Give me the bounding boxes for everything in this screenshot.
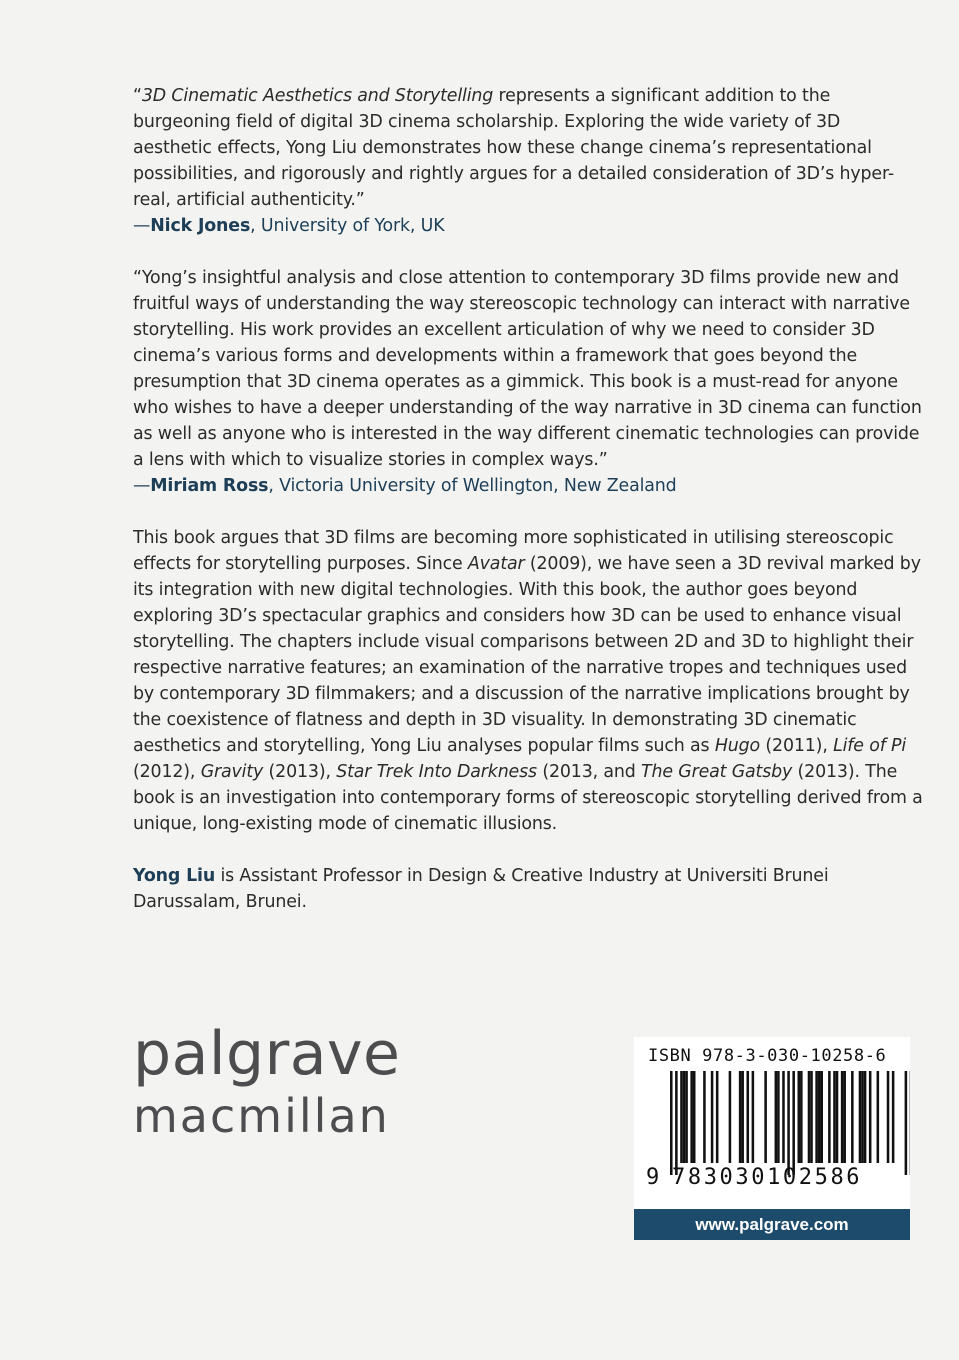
book-title: 3D Cinematic Aesthetics and Storytelling (141, 86, 494, 106)
barcode-bar (818, 1071, 821, 1163)
endorser-name: Nick Jones (150, 216, 251, 236)
barcode-bar (798, 1071, 801, 1163)
barcode-bar (683, 1071, 686, 1163)
barcode-bar (747, 1071, 750, 1163)
barcode-bar (675, 1071, 678, 1175)
barcode-bar (887, 1071, 890, 1163)
ean-first-digit: 9 (646, 1165, 660, 1190)
publisher-website[interactable]: www.palgrave.com (634, 1209, 910, 1240)
summary-text: This book argues that 3D films are becoming more sophisticated in utilising stereoscopic effects for storytelling purposes. Since (133, 528, 894, 574)
author-name: Yong Liu (133, 866, 216, 886)
barcode-bar (800, 1071, 803, 1163)
summary-text: (2013, and (536, 762, 642, 782)
barcode-bar (703, 1071, 706, 1163)
barcode-bar (815, 1071, 818, 1163)
endorsement-attribution-2 (133, 473, 923, 499)
book-summary (133, 525, 923, 837)
barcode-bar (833, 1071, 836, 1163)
palgrave-macmillan-logo (133, 1019, 401, 1144)
endorsement-quote-1 (133, 83, 923, 213)
barcode-bar (843, 1071, 846, 1163)
ean-digits: 783030102586 (672, 1165, 863, 1190)
logo-palgrave: palgrave (133, 1019, 401, 1089)
barcode-bar (869, 1071, 872, 1163)
barcode-bar (739, 1071, 742, 1163)
barcode-bar (905, 1071, 908, 1175)
barcode-bar (810, 1071, 813, 1163)
film-title: Star Trek Into Darkness (336, 762, 537, 782)
em-dash: — (133, 216, 151, 236)
barcode-bar (670, 1071, 673, 1175)
barcode-bar (711, 1071, 714, 1163)
film-title: Life of Pi (833, 736, 907, 756)
barcode-bar (892, 1071, 895, 1163)
barcode-bar (680, 1071, 683, 1163)
barcode-bar (775, 1071, 778, 1163)
endorser-affiliation: , Victoria University of Wellington, New Zealand (268, 476, 677, 496)
barcode-bar (685, 1071, 688, 1163)
endorsement-quote-2 (133, 265, 923, 473)
barcode-bar (764, 1071, 767, 1163)
film-title: Avatar (467, 554, 525, 574)
isbn-label: ISBN 978-3-030-10258-6 (648, 1046, 887, 1066)
barcode-bar (792, 1071, 795, 1175)
barcode-bar (859, 1071, 862, 1163)
barcode-bar (693, 1071, 696, 1163)
barcode-bar (877, 1071, 880, 1163)
isbn-barcode (634, 1037, 910, 1209)
barcode-bar (861, 1071, 864, 1163)
barcode-bar (836, 1071, 839, 1163)
film-title: Hugo (714, 736, 761, 756)
barcode-bar (808, 1071, 811, 1163)
barcode-bar (841, 1071, 844, 1163)
barcode-bar (752, 1071, 755, 1163)
barcode-bar (716, 1071, 719, 1163)
barcode-bar (729, 1071, 732, 1163)
film-title: Gravity (200, 762, 264, 782)
quote-text: represents a significant addition to the burgeoning field of digital 3D cinema scholarship. Exploring the wide variety of 3D aesthetic effects, Yong Liu demonstrates how these change cinema’s representational possibilities, and rigorously and rightly argues for a detailed consideration of 3D’s hyper-real, artificial authenticity.” (133, 86, 894, 210)
barcode-bar (690, 1071, 693, 1163)
open-quote: “ (133, 86, 142, 106)
barcode-bar (828, 1071, 831, 1163)
author-bio-text: is Assistant Professor in Design & Creative Industry at Universiti Brunei Darussalam, Brunei. (133, 866, 829, 912)
barcode-bar (864, 1071, 867, 1163)
barcode-bar (820, 1071, 823, 1163)
endorsement-attribution-1 (133, 213, 923, 239)
endorser-affiliation: , University of York, UK (250, 216, 445, 236)
quote-text: “Yong’s insightful analysis and close attention to contemporary 3D films provide new and fruitful ways of understanding the way stereoscopic technology can interact with narrative storytelling. His work provides an excellent articulation of why we need to consider 3D cinema’s various forms and developments within a framework that goes beyond the presumption that 3D cinema operates as a gimmick. This book is a must-read for anyone who wishes to have a deeper understanding of the way narrative in 3D cinema can function as well as anyone who is interested in the way different cinematic technologies can provide a lens with which to visualize stories in complex ways.” (133, 268, 922, 470)
film-title: The Great Gatsby (641, 762, 793, 782)
barcode-bar (741, 1071, 744, 1163)
endorser-name: Miriam Ross (150, 476, 269, 496)
author-bio (133, 863, 923, 915)
summary-text: (2013). The book is an investigation into contemporary forms of stereoscopic storytelling derived from a unique, long-existing mode of cinematic illusions. (133, 762, 923, 834)
barcode-bar (787, 1071, 790, 1175)
em-dash: — (133, 476, 151, 496)
summary-text: (2011), (760, 736, 834, 756)
barcode-bar (782, 1071, 785, 1163)
summary-text: (2013), (263, 762, 337, 782)
barcode-bar (777, 1071, 780, 1163)
summary-text: (2009), we have seen a 3D revival marked by its integration with new digital technologies. With this book, the author goes beyond exploring 3D’s spectacular graphics and considers how 3D can be used to enhance visual storytelling. The chapters include visual comparisons between 2D and 3D to highlight their respective narrative features; an examination of the narrative tropes and techniques used by contemporary 3D filmmakers; and a discussion of the narrative implications brought by the coexistence of flatness and depth in 3D visuality. In demonstrating 3D cinematic aesthetics and storytelling, Yong Liu analyses popular films such as (133, 554, 921, 756)
logo-macmillan: macmillan (133, 1089, 390, 1143)
barcode-bar (851, 1071, 854, 1163)
summary-text: (2012), (133, 762, 201, 782)
